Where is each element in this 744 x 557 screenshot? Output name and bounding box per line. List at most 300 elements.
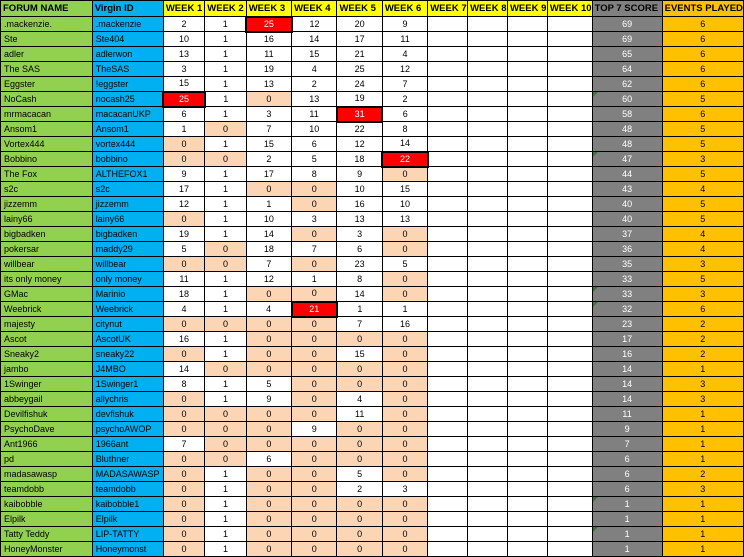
forum-name-cell[interactable]: PsychoDave: [1, 422, 93, 437]
header-virgin-id[interactable]: Virgin ID: [92, 1, 163, 17]
week-9-score-cell[interactable]: [507, 182, 547, 197]
week-1-score-cell[interactable]: 0: [163, 422, 204, 437]
header-forum-name[interactable]: FORUM NAME: [1, 1, 93, 17]
week-10-score-cell[interactable]: [547, 332, 592, 347]
week-10-score-cell[interactable]: [547, 512, 592, 527]
week-6-score-cell[interactable]: 0: [382, 542, 427, 557]
week-8-score-cell[interactable]: [468, 272, 508, 287]
week-5-score-cell[interactable]: 18: [337, 152, 382, 167]
virgin-id-cell[interactable]: !eggster: [92, 77, 163, 92]
week-8-score-cell[interactable]: [468, 197, 508, 212]
week-1-score-cell[interactable]: 12: [163, 197, 204, 212]
week-8-score-cell[interactable]: [468, 332, 508, 347]
week-9-score-cell[interactable]: [507, 107, 547, 122]
virgin-id-cell[interactable]: 1Swinger1: [92, 377, 163, 392]
week-7-score-cell[interactable]: [428, 242, 468, 257]
week-9-score-cell[interactable]: [507, 257, 547, 272]
week-8-score-cell[interactable]: [468, 392, 508, 407]
week-1-score-cell[interactable]: 10: [163, 32, 204, 47]
week-1-score-cell[interactable]: 7: [163, 437, 204, 452]
week-2-score-cell[interactable]: 1: [205, 392, 246, 407]
week-6-score-cell[interactable]: 0: [382, 452, 427, 467]
week-3-score-cell[interactable]: 3: [246, 107, 291, 122]
events-played-cell[interactable]: 3: [662, 287, 743, 302]
week-2-score-cell[interactable]: 1: [205, 332, 246, 347]
week-5-score-cell[interactable]: 23: [337, 257, 382, 272]
top7-score-cell[interactable]: 14: [592, 362, 662, 377]
week-4-score-cell[interactable]: 0: [292, 542, 337, 557]
week-1-score-cell[interactable]: 9: [163, 167, 204, 182]
week-10-score-cell[interactable]: [547, 437, 592, 452]
week-4-score-cell[interactable]: 10: [292, 122, 337, 137]
week-10-score-cell[interactable]: [547, 227, 592, 242]
week-5-score-cell[interactable]: 7: [337, 317, 382, 332]
top7-score-cell[interactable]: 69: [592, 17, 662, 32]
week-1-score-cell[interactable]: 0: [163, 347, 204, 362]
week-9-score-cell[interactable]: [507, 422, 547, 437]
events-played-cell[interactable]: 1: [662, 542, 743, 557]
events-played-cell[interactable]: 5: [662, 197, 743, 212]
week-2-score-cell[interactable]: 1: [205, 287, 246, 302]
week-7-score-cell[interactable]: [428, 92, 468, 107]
week-2-score-cell[interactable]: 0: [205, 317, 246, 332]
week-5-score-cell[interactable]: 0: [337, 377, 382, 392]
week-6-score-cell[interactable]: 0: [382, 377, 427, 392]
top7-score-cell[interactable]: 37: [592, 227, 662, 242]
week-1-score-cell[interactable]: 1: [163, 122, 204, 137]
virgin-id-cell[interactable]: Marinio: [92, 287, 163, 302]
virgin-id-cell[interactable]: Elpilk: [92, 512, 163, 527]
week-4-score-cell[interactable]: 2: [292, 77, 337, 92]
events-played-cell[interactable]: 1: [662, 527, 743, 542]
events-played-cell[interactable]: 5: [662, 122, 743, 137]
events-played-cell[interactable]: 4: [662, 227, 743, 242]
week-6-score-cell[interactable]: 0: [382, 437, 427, 452]
week-9-score-cell[interactable]: [507, 437, 547, 452]
forum-name-cell[interactable]: madasawasp: [1, 467, 93, 482]
week-5-score-cell[interactable]: 24: [337, 77, 382, 92]
top7-score-cell[interactable]: 62: [592, 77, 662, 92]
week-4-score-cell[interactable]: 11: [292, 107, 337, 122]
week-3-score-cell[interactable]: 0: [246, 437, 291, 452]
week-4-score-cell[interactable]: 12: [292, 17, 337, 32]
forum-name-cell[interactable]: jambo: [1, 362, 93, 377]
forum-name-cell[interactable]: Tatty Teddy: [1, 527, 93, 542]
week-2-score-cell[interactable]: 1: [205, 167, 246, 182]
week-4-score-cell[interactable]: 8: [292, 167, 337, 182]
forum-name-cell[interactable]: Eggster: [1, 77, 93, 92]
top7-score-cell[interactable]: 47: [592, 152, 662, 167]
week-3-score-cell[interactable]: 19: [246, 62, 291, 77]
top7-score-cell[interactable]: 44: [592, 167, 662, 182]
forum-name-cell[interactable]: Vortex444: [1, 137, 93, 152]
virgin-id-cell[interactable]: psychoAWOP: [92, 422, 163, 437]
virgin-id-cell[interactable]: sneaky22: [92, 347, 163, 362]
week-1-score-cell[interactable]: 0: [163, 257, 204, 272]
week-5-score-cell[interactable]: 14: [337, 287, 382, 302]
week-6-score-cell[interactable]: 0: [382, 167, 427, 182]
events-played-cell[interactable]: 4: [662, 242, 743, 257]
week-10-score-cell[interactable]: [547, 92, 592, 107]
week-4-score-cell[interactable]: 0: [292, 467, 337, 482]
events-played-cell[interactable]: 1: [662, 512, 743, 527]
week-6-score-cell[interactable]: 1: [382, 302, 427, 317]
week-6-score-cell[interactable]: 13: [382, 212, 427, 227]
week-1-score-cell[interactable]: 25: [163, 92, 204, 107]
week-10-score-cell[interactable]: [547, 467, 592, 482]
week-2-score-cell[interactable]: 1: [205, 137, 246, 152]
week-8-score-cell[interactable]: [468, 302, 508, 317]
top7-score-cell[interactable]: 1: [592, 497, 662, 512]
top7-score-cell[interactable]: 64: [592, 62, 662, 77]
week-1-score-cell[interactable]: 0: [163, 512, 204, 527]
week-4-score-cell[interactable]: 14: [292, 32, 337, 47]
week-10-score-cell[interactable]: [547, 77, 592, 92]
week-7-score-cell[interactable]: [428, 272, 468, 287]
week-1-score-cell[interactable]: 0: [163, 527, 204, 542]
week-3-score-cell[interactable]: 16: [246, 32, 291, 47]
week-2-score-cell[interactable]: 1: [205, 227, 246, 242]
week-9-score-cell[interactable]: [507, 452, 547, 467]
week-7-score-cell[interactable]: [428, 17, 468, 32]
week-6-score-cell[interactable]: 0: [382, 512, 427, 527]
week-5-score-cell[interactable]: 0: [337, 497, 382, 512]
week-1-score-cell[interactable]: 0: [163, 152, 204, 167]
week-2-score-cell[interactable]: 1: [205, 467, 246, 482]
week-9-score-cell[interactable]: [507, 242, 547, 257]
events-played-cell[interactable]: 6: [662, 107, 743, 122]
virgin-id-cell[interactable]: Ste404: [92, 32, 163, 47]
week-6-score-cell[interactable]: 10: [382, 197, 427, 212]
week-9-score-cell[interactable]: [507, 92, 547, 107]
week-8-score-cell[interactable]: [468, 482, 508, 497]
virgin-id-cell[interactable]: 1966ant: [92, 437, 163, 452]
forum-name-cell[interactable]: Ste: [1, 32, 93, 47]
week-2-score-cell[interactable]: 0: [205, 152, 246, 167]
week-8-score-cell[interactable]: [468, 362, 508, 377]
week-7-score-cell[interactable]: [428, 497, 468, 512]
week-5-score-cell[interactable]: 0: [337, 512, 382, 527]
week-1-score-cell[interactable]: 15: [163, 77, 204, 92]
week-3-score-cell[interactable]: 0: [246, 542, 291, 557]
week-6-score-cell[interactable]: 0: [382, 407, 427, 422]
week-2-score-cell[interactable]: 1: [205, 482, 246, 497]
week-7-score-cell[interactable]: [428, 362, 468, 377]
week-6-score-cell[interactable]: 0: [382, 497, 427, 512]
week-9-score-cell[interactable]: [507, 302, 547, 317]
week-3-score-cell[interactable]: 11: [246, 47, 291, 62]
week-8-score-cell[interactable]: [468, 257, 508, 272]
week-9-score-cell[interactable]: [507, 527, 547, 542]
virgin-id-cell[interactable]: TheSAS: [92, 62, 163, 77]
forum-name-cell[interactable]: The Fox: [1, 167, 93, 182]
week-1-score-cell[interactable]: 0: [163, 392, 204, 407]
week-9-score-cell[interactable]: [507, 287, 547, 302]
events-played-cell[interactable]: 6: [662, 62, 743, 77]
week-3-score-cell[interactable]: 0: [246, 287, 291, 302]
week-4-score-cell[interactable]: 0: [292, 437, 337, 452]
week-10-score-cell[interactable]: [547, 272, 592, 287]
top7-score-cell[interactable]: 11: [592, 407, 662, 422]
events-played-cell[interactable]: 2: [662, 467, 743, 482]
virgin-id-cell[interactable]: LIP-TATTY: [92, 527, 163, 542]
week-1-score-cell[interactable]: 0: [163, 452, 204, 467]
week-4-score-cell[interactable]: 0: [292, 227, 337, 242]
week-10-score-cell[interactable]: [547, 152, 592, 167]
week-6-score-cell[interactable]: 2: [382, 92, 427, 107]
week-4-score-cell[interactable]: 0: [292, 512, 337, 527]
events-played-cell[interactable]: 3: [662, 482, 743, 497]
week-8-score-cell[interactable]: [468, 167, 508, 182]
week-9-score-cell[interactable]: [507, 212, 547, 227]
week-3-score-cell[interactable]: 0: [246, 92, 291, 107]
forum-name-cell[interactable]: .mackenzie.: [1, 17, 93, 32]
header-events-played[interactable]: EVENTS PLAYED: [662, 1, 743, 17]
week-5-score-cell[interactable]: 6: [337, 242, 382, 257]
week-10-score-cell[interactable]: [547, 122, 592, 137]
week-3-score-cell[interactable]: 7: [246, 122, 291, 137]
week-6-score-cell[interactable]: 0: [382, 467, 427, 482]
week-1-score-cell[interactable]: 13: [163, 47, 204, 62]
forum-name-cell[interactable]: Bobbino: [1, 152, 93, 167]
events-played-cell[interactable]: 5: [662, 212, 743, 227]
week-1-score-cell[interactable]: 0: [163, 407, 204, 422]
virgin-id-cell[interactable]: MADASAWASP: [92, 467, 163, 482]
week-1-score-cell[interactable]: 8: [163, 377, 204, 392]
week-6-score-cell[interactable]: 7: [382, 77, 427, 92]
top7-score-cell[interactable]: 32: [592, 302, 662, 317]
week-7-score-cell[interactable]: [428, 122, 468, 137]
week-1-score-cell[interactable]: 0: [163, 317, 204, 332]
week-6-score-cell[interactable]: 6: [382, 107, 427, 122]
virgin-id-cell[interactable]: bigbadken: [92, 227, 163, 242]
week-2-score-cell[interactable]: 1: [205, 272, 246, 287]
week-3-score-cell[interactable]: 25: [246, 17, 291, 32]
week-5-score-cell[interactable]: 0: [337, 422, 382, 437]
week-7-score-cell[interactable]: [428, 347, 468, 362]
week-3-score-cell[interactable]: 0: [246, 407, 291, 422]
week-10-score-cell[interactable]: [547, 527, 592, 542]
week-4-score-cell[interactable]: 0: [292, 317, 337, 332]
week-8-score-cell[interactable]: [468, 452, 508, 467]
week-8-score-cell[interactable]: [468, 497, 508, 512]
week-5-score-cell[interactable]: 5: [337, 467, 382, 482]
virgin-id-cell[interactable]: Weebrick: [92, 302, 163, 317]
week-7-score-cell[interactable]: [428, 467, 468, 482]
week-7-score-cell[interactable]: [428, 212, 468, 227]
week-4-score-cell[interactable]: 0: [292, 332, 337, 347]
week-5-score-cell[interactable]: 0: [337, 542, 382, 557]
week-5-score-cell[interactable]: 10: [337, 182, 382, 197]
week-10-score-cell[interactable]: [547, 137, 592, 152]
week-2-score-cell[interactable]: 0: [205, 422, 246, 437]
week-9-score-cell[interactable]: [507, 77, 547, 92]
week-2-score-cell[interactable]: 0: [205, 437, 246, 452]
week-7-score-cell[interactable]: [428, 302, 468, 317]
week-5-score-cell[interactable]: 0: [337, 527, 382, 542]
week-7-score-cell[interactable]: [428, 137, 468, 152]
week-5-score-cell[interactable]: 2: [337, 482, 382, 497]
week-5-score-cell[interactable]: 0: [337, 452, 382, 467]
week-7-score-cell[interactable]: [428, 422, 468, 437]
week-5-score-cell[interactable]: 11: [337, 407, 382, 422]
forum-name-cell[interactable]: abbeygail: [1, 392, 93, 407]
week-6-score-cell[interactable]: 4: [382, 47, 427, 62]
week-8-score-cell[interactable]: [468, 527, 508, 542]
top7-score-cell[interactable]: 17: [592, 332, 662, 347]
week-2-score-cell[interactable]: 1: [205, 47, 246, 62]
header-week-7[interactable]: WEEK 7: [428, 1, 468, 17]
week-9-score-cell[interactable]: [507, 197, 547, 212]
forum-name-cell[interactable]: Devilfishuk: [1, 407, 93, 422]
header-top7-score[interactable]: TOP 7 SCORE: [592, 1, 662, 17]
week-10-score-cell[interactable]: [547, 32, 592, 47]
week-3-score-cell[interactable]: 5: [246, 377, 291, 392]
virgin-id-cell[interactable]: bobbino: [92, 152, 163, 167]
week-3-score-cell[interactable]: 14: [246, 227, 291, 242]
week-2-score-cell[interactable]: 1: [205, 302, 246, 317]
week-2-score-cell[interactable]: 1: [205, 377, 246, 392]
week-9-score-cell[interactable]: [507, 272, 547, 287]
week-7-score-cell[interactable]: [428, 377, 468, 392]
forum-name-cell[interactable]: NoCash: [1, 92, 93, 107]
week-2-score-cell[interactable]: 1: [205, 107, 246, 122]
week-9-score-cell[interactable]: [507, 167, 547, 182]
top7-score-cell[interactable]: 7: [592, 437, 662, 452]
week-9-score-cell[interactable]: [507, 47, 547, 62]
week-3-score-cell[interactable]: 10: [246, 212, 291, 227]
top7-score-cell[interactable]: 40: [592, 197, 662, 212]
week-9-score-cell[interactable]: [507, 362, 547, 377]
forum-name-cell[interactable]: adler: [1, 47, 93, 62]
virgin-id-cell[interactable]: maddy29: [92, 242, 163, 257]
top7-score-cell[interactable]: 6: [592, 452, 662, 467]
week-1-score-cell[interactable]: 14: [163, 362, 204, 377]
week-8-score-cell[interactable]: [468, 17, 508, 32]
virgin-id-cell[interactable]: macacanUKP: [92, 107, 163, 122]
week-4-score-cell[interactable]: 0: [292, 287, 337, 302]
week-5-score-cell[interactable]: 20: [337, 17, 382, 32]
forum-name-cell[interactable]: Elpilk: [1, 512, 93, 527]
week-3-score-cell[interactable]: 18: [246, 242, 291, 257]
week-10-score-cell[interactable]: [547, 452, 592, 467]
week-1-score-cell[interactable]: 4: [163, 302, 204, 317]
week-4-score-cell[interactable]: 4: [292, 62, 337, 77]
top7-score-cell[interactable]: 69: [592, 32, 662, 47]
week-6-score-cell[interactable]: 22: [382, 152, 427, 167]
week-9-score-cell[interactable]: [507, 32, 547, 47]
week-5-score-cell[interactable]: 17: [337, 32, 382, 47]
week-2-score-cell[interactable]: 1: [205, 182, 246, 197]
top7-score-cell[interactable]: 40: [592, 212, 662, 227]
forum-name-cell[interactable]: GMac: [1, 287, 93, 302]
events-played-cell[interactable]: 5: [662, 167, 743, 182]
week-1-score-cell[interactable]: 0: [163, 482, 204, 497]
events-played-cell[interactable]: 3: [662, 152, 743, 167]
virgin-id-cell[interactable]: ALTHEFOX1: [92, 167, 163, 182]
week-4-score-cell[interactable]: 0: [292, 182, 337, 197]
virgin-id-cell[interactable]: Honeymonst: [92, 542, 163, 557]
week-2-score-cell[interactable]: 0: [205, 257, 246, 272]
week-1-score-cell[interactable]: 19: [163, 227, 204, 242]
header-week-6[interactable]: WEEK 6: [382, 1, 427, 17]
week-3-score-cell[interactable]: 12: [246, 272, 291, 287]
week-10-score-cell[interactable]: [547, 497, 592, 512]
forum-name-cell[interactable]: Ansom1: [1, 122, 93, 137]
top7-score-cell[interactable]: 58: [592, 107, 662, 122]
events-played-cell[interactable]: 1: [662, 497, 743, 512]
week-8-score-cell[interactable]: [468, 287, 508, 302]
week-2-score-cell[interactable]: 0: [205, 452, 246, 467]
week-2-score-cell[interactable]: 0: [205, 407, 246, 422]
virgin-id-cell[interactable]: citynut: [92, 317, 163, 332]
week-7-score-cell[interactable]: [428, 482, 468, 497]
week-4-score-cell[interactable]: 21: [292, 302, 337, 317]
week-2-score-cell[interactable]: 1: [205, 527, 246, 542]
top7-score-cell[interactable]: 16: [592, 347, 662, 362]
week-10-score-cell[interactable]: [547, 197, 592, 212]
events-played-cell[interactable]: 1: [662, 452, 743, 467]
week-7-score-cell[interactable]: [428, 527, 468, 542]
week-6-score-cell[interactable]: 0: [382, 287, 427, 302]
week-8-score-cell[interactable]: [468, 407, 508, 422]
week-8-score-cell[interactable]: [468, 47, 508, 62]
week-7-score-cell[interactable]: [428, 512, 468, 527]
top7-score-cell[interactable]: 6: [592, 482, 662, 497]
week-7-score-cell[interactable]: [428, 47, 468, 62]
week-4-score-cell[interactable]: 0: [292, 392, 337, 407]
events-played-cell[interactable]: 4: [662, 182, 743, 197]
week-1-score-cell[interactable]: 0: [163, 137, 204, 152]
forum-name-cell[interactable]: Sneaky2: [1, 347, 93, 362]
forum-name-cell[interactable]: majesty: [1, 317, 93, 332]
top7-score-cell[interactable]: 33: [592, 287, 662, 302]
virgin-id-cell[interactable]: J4MBO: [92, 362, 163, 377]
forum-name-cell[interactable]: kaibobble: [1, 497, 93, 512]
top7-score-cell[interactable]: 14: [592, 377, 662, 392]
virgin-id-cell[interactable]: Ansom1: [92, 122, 163, 137]
top7-score-cell[interactable]: 35: [592, 257, 662, 272]
week-7-score-cell[interactable]: [428, 77, 468, 92]
week-5-score-cell[interactable]: 19: [337, 92, 382, 107]
week-2-score-cell[interactable]: 1: [205, 197, 246, 212]
forum-name-cell[interactable]: s2c: [1, 182, 93, 197]
week-6-score-cell[interactable]: 8: [382, 122, 427, 137]
week-4-score-cell[interactable]: 15: [292, 47, 337, 62]
virgin-id-cell[interactable]: lainy66: [92, 212, 163, 227]
events-played-cell[interactable]: 5: [662, 92, 743, 107]
week-8-score-cell[interactable]: [468, 542, 508, 557]
forum-name-cell[interactable]: mrmacacan: [1, 107, 93, 122]
events-played-cell[interactable]: 6: [662, 77, 743, 92]
week-6-score-cell[interactable]: 0: [382, 272, 427, 287]
forum-name-cell[interactable]: Ascot: [1, 332, 93, 347]
virgin-id-cell[interactable]: adlerwon: [92, 47, 163, 62]
week-2-score-cell[interactable]: 0: [205, 362, 246, 377]
week-5-score-cell[interactable]: 13: [337, 212, 382, 227]
header-week-10[interactable]: WEEK 10: [547, 1, 592, 17]
week-4-score-cell[interactable]: 0: [292, 377, 337, 392]
week-3-score-cell[interactable]: 4: [246, 302, 291, 317]
header-week-8[interactable]: WEEK 8: [468, 1, 508, 17]
week-10-score-cell[interactable]: [547, 17, 592, 32]
top7-score-cell[interactable]: 65: [592, 47, 662, 62]
week-4-score-cell[interactable]: 0: [292, 407, 337, 422]
forum-name-cell[interactable]: jizzemm: [1, 197, 93, 212]
virgin-id-cell[interactable]: Bluthner: [92, 452, 163, 467]
week-1-score-cell[interactable]: 0: [163, 497, 204, 512]
header-week-1[interactable]: WEEK 1: [163, 1, 204, 17]
